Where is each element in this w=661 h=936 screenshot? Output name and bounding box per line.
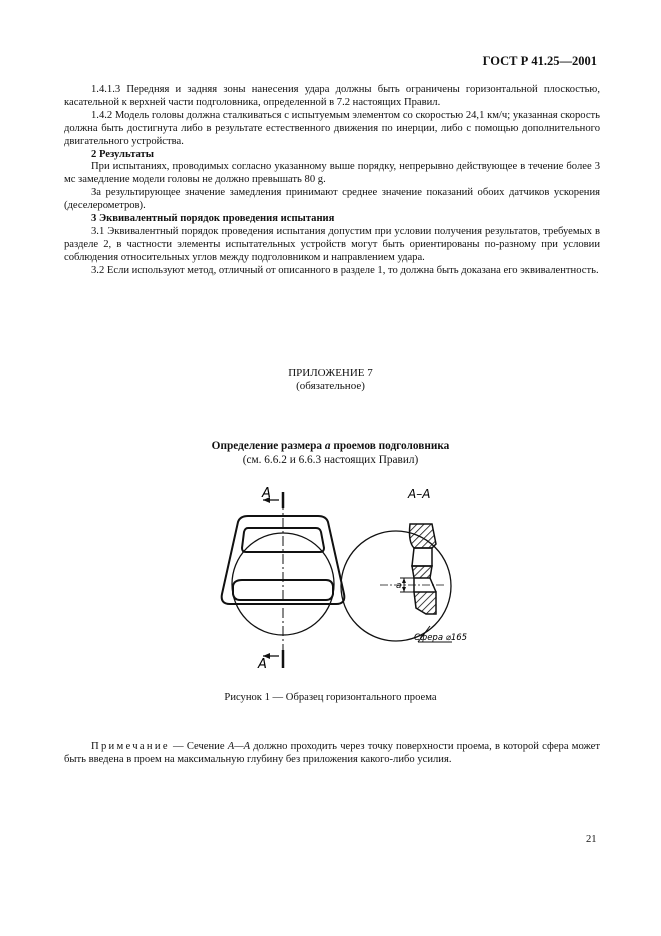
note-text-start: — Сечение [169, 741, 228, 752]
figure-note [64, 740, 600, 767]
section-lower-part [414, 592, 436, 614]
section-view-label: A–A [408, 487, 431, 501]
section-heading-2: 2 Результаты [91, 148, 155, 160]
paragraph-2-a: При испытаниях, проводимых согласно указанному выше порядку, непрерывно действующее в течение более 3 мс замедление модели головы не должно превышать 80 g. [64, 161, 600, 186]
figure-caption: Рисунок 1 — Образец горизонтального проема [224, 692, 437, 703]
paragraph-3-1: 3.1 Эквивалентный порядок проведения испытания допустим при условии получения результатов, требуемых в разделе 2, в частности элементы испытательных устройств могут быть ориентированы по-разному при условии соблюдения относительных углов между подголовником и направлением удара. [64, 225, 600, 263]
figure-title-prefix: Определение размера [211, 440, 325, 452]
figure-title-suffix: проемов подголовника [330, 440, 450, 452]
section-label-bottom: A [258, 657, 267, 672]
paragraph-2-b: За результирующее значение замедления принимают среднее значение показаний обоих датчиков ускорения (деселерометров). [64, 187, 600, 212]
appendix-subtitle: (обязательное) [296, 380, 365, 392]
document-code: ГОСТ Р 41.25—2001 [482, 54, 597, 68]
sphere-front [232, 533, 334, 635]
note-section: А—А [227, 741, 251, 752]
section-label-top: A [262, 486, 271, 501]
section-upper-part [410, 524, 437, 548]
paragraph-1-4-2: 1.4.2 Модель головы должна сталкиваться с испытуемым элементом со скоростью 24,1 км/ч; указанная скорость должна быть достигнута либо в результате естественного движения по инерции, либо с помощью дополнительного двигательного устройства. [64, 109, 600, 147]
body-text [64, 84, 600, 278]
figure-subtitle: (см. 6.6.2 и 6.6.3 настоящих Правил) [242, 453, 419, 466]
note-text-end: должно проходить через точку поверхности проема, в которой сфера может быть введена в проем на максимальную глубину без приложения какого-либо усилия. [64, 741, 600, 766]
figure-title-variable: a [324, 440, 331, 452]
section-heading-3: 3 Эквивалентный порядок проведения испытания [91, 213, 335, 225]
paragraph-1-4-1-3: 1.4.1.3 Передняя и задняя зоны нанесения удара должны быть ограничены горизонтальной плоскостью, касательной к верхней части подголовника, определенной в 7.2 настоящих Правил. [64, 84, 600, 108]
page-number: 21 [586, 834, 597, 845]
figure-title [0, 440, 661, 454]
sphere-label: Сфера ⌀165 [414, 633, 468, 643]
headrest-opening-drawing [200, 486, 468, 681]
note-prefix: Примечание [91, 741, 170, 752]
paragraph-3-2: 3.2 Если используют метод, отличный от описанного в разделе 1, то должна быть доказана его эквивалентность. [91, 264, 599, 276]
figure-title-block [0, 440, 661, 467]
section-middle-part [412, 566, 432, 578]
appendix-title: ПРИЛОЖЕНИЕ 7 [288, 367, 373, 379]
dimension-label-a: a [396, 581, 402, 591]
appendix-header [0, 367, 661, 393]
